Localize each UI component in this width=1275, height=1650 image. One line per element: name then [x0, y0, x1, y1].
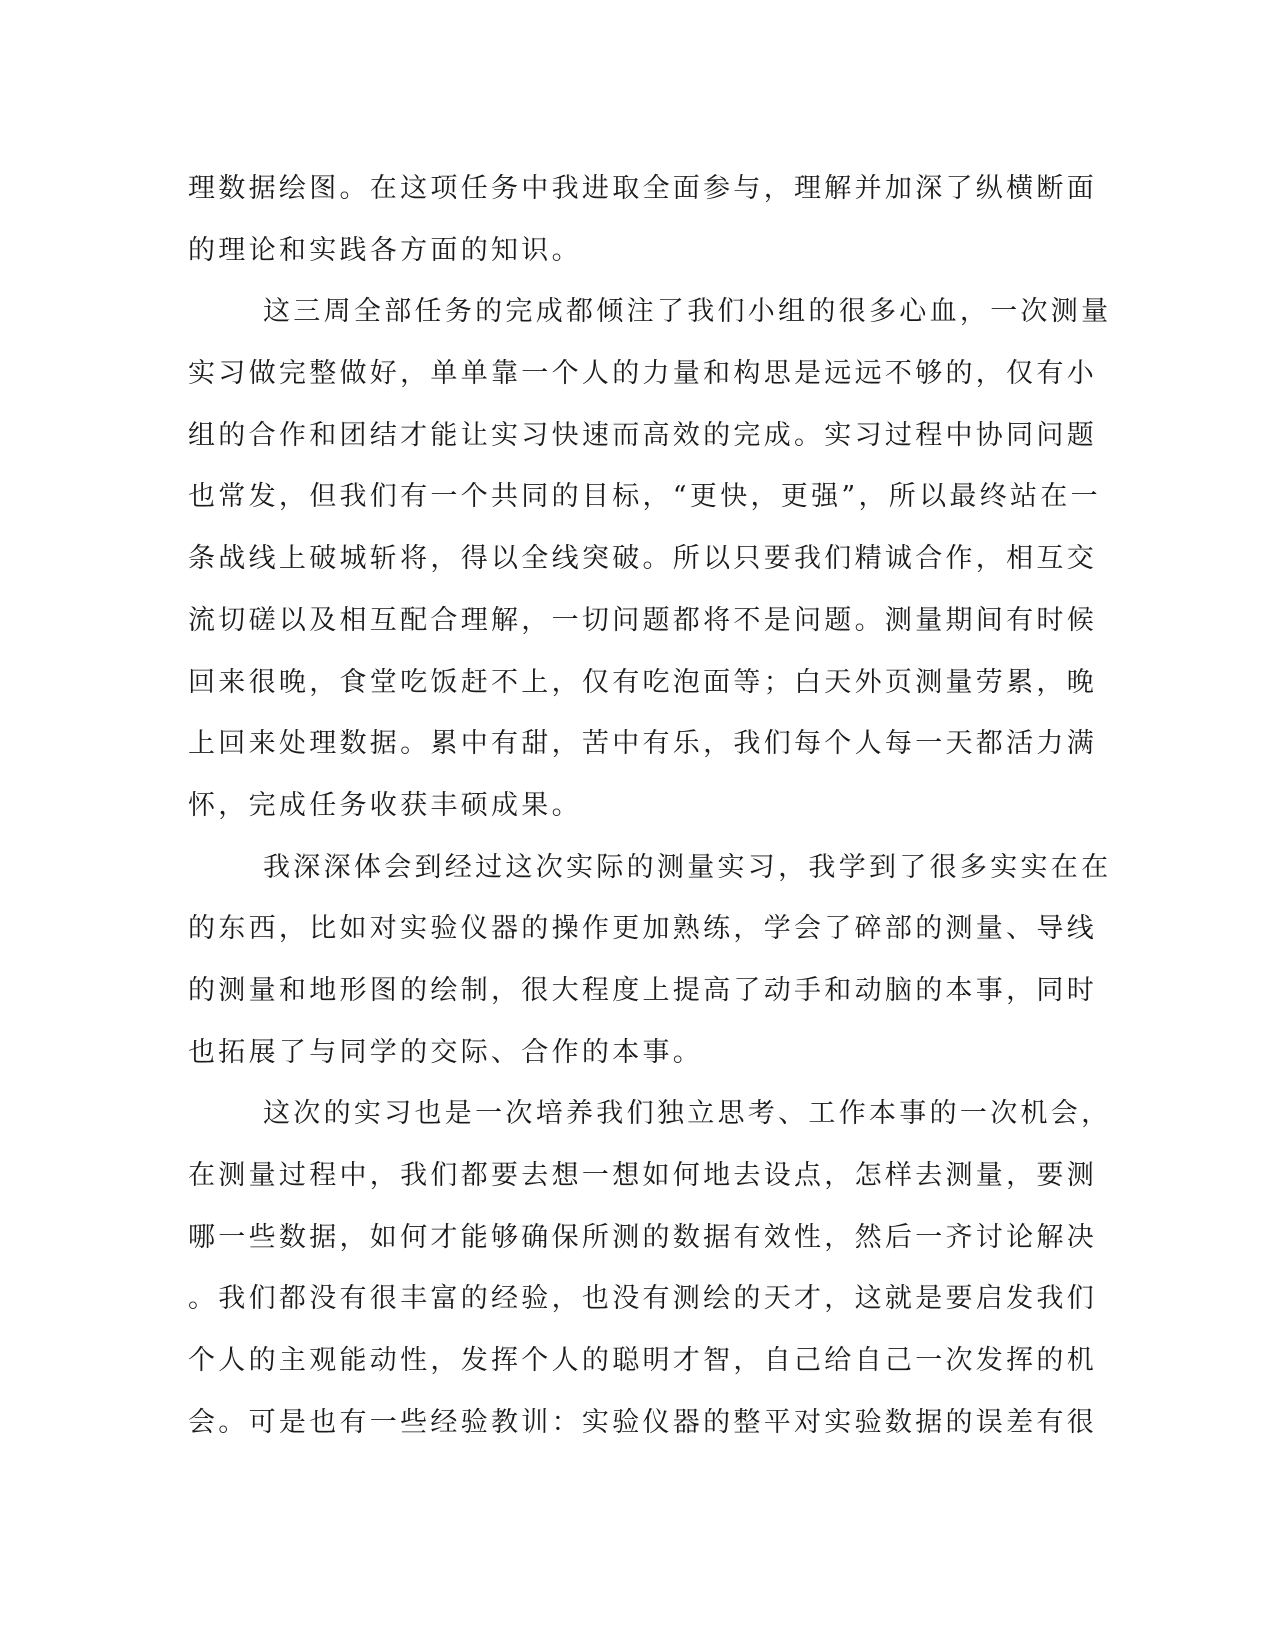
text-line: 这三周全部任务的完成都倾注了我们小组的很多心血，一次测量	[263, 296, 1112, 328]
text-line: 也拓展了与同学的交际、合作的本事。	[188, 1036, 704, 1068]
text-line: 组的合作和团结才能让实习快速而高效的完成。实习过程中协同问题	[188, 419, 1097, 451]
text-line: 我深深体会到经过这次实际的测量实习，我学到了很多实实在在	[263, 851, 1112, 883]
text-line: 这次的实习也是一次培养我们独立思考、工作本事的一次机会，	[263, 1098, 1112, 1130]
text-line: 的理论和实践各方面的知识。	[188, 234, 582, 266]
text-line: 个人的主观能动性，发挥个人的聪明才智，自己给自己一次发挥的机	[188, 1345, 1097, 1377]
text-line: 。我们都没有很丰富的经验，也没有测绘的天才，这就是要启发我们	[188, 1283, 1097, 1315]
text-line: 流切磋以及相互配合理解，一切问题都将不是问题。测量期间有时候	[188, 604, 1097, 636]
text-line: 也常发，但我们有一个共同的目标，“更快，更强”，所以最终站在一	[188, 481, 1101, 513]
text-line: 会。可是也有一些经验教训：实验仪器的整平对实验数据的误差有很	[188, 1406, 1097, 1438]
text-line: 理数据绘图。在这项任务中我进取全面参与，理解并加深了纵横断面	[188, 173, 1097, 204]
text-line: 的东西，比如对实验仪器的操作更加熟练，学会了碎部的测量、导线	[188, 913, 1097, 945]
text-line: 哪一些数据，如何才能够确保所测的数据有效性，然后一齐讨论解决	[188, 1221, 1097, 1253]
body-text	[188, 158, 1112, 1453]
text-line: 怀，完成任务收获丰硕成果。	[188, 789, 582, 821]
text-line: 在测量过程中，我们都要去想一想如何地去设点，怎样去测量，要测	[188, 1160, 1097, 1191]
text-line: 回来很晚，食堂吃饭赶不上，仅有吃泡面等；白天外页测量劳累，晚	[188, 666, 1097, 698]
text-line: 实习做完整做好，单单靠一个人的力量和构思是远远不够的，仅有小	[188, 358, 1097, 390]
text-line: 的测量和地形图的绘制，很大程度上提高了动手和动脑的本事，同时	[188, 974, 1097, 1006]
text-line: 条战线上破城斩将，得以全线突破。所以只要我们精诚合作，相互交	[188, 543, 1097, 575]
text-line: 上回来处理数据。累中有甜，苦中有乐，我们每个人每一天都活力满	[188, 728, 1097, 760]
